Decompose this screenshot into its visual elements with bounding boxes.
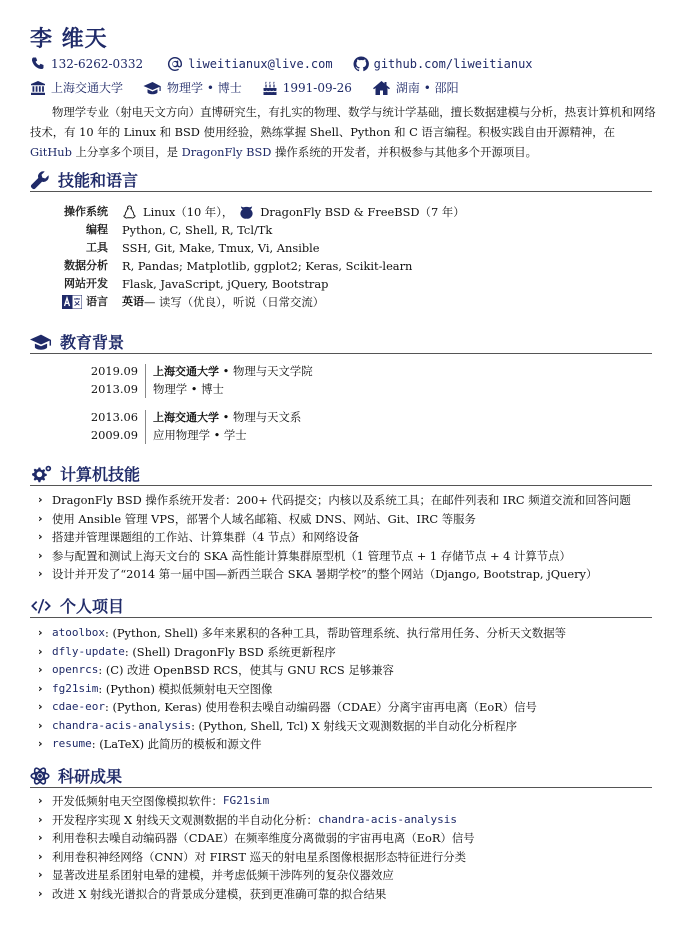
project-desc: : (Python, Shell) 多年来累积的各种工具，帮助管理系统、执行常用任务、分析天文数据等 xyxy=(104,626,567,640)
list-item-text: 使用 Ansible 管理 VPS，部署个人域名邮箱、权威 DNS、网站、Git、IRC 等服务 xyxy=(52,511,476,526)
research-text: 利用卷积去噪自动编码器（CDAE）在频率维度分离微弱的宇宙再电离（EoR）信号 xyxy=(52,831,475,845)
cogs-icon xyxy=(30,464,52,484)
resume-name: 李 维天 xyxy=(30,26,108,52)
chevron-right-icon: › xyxy=(38,530,43,543)
contact-github[interactable] xyxy=(353,56,533,72)
skill-value-programming: Python, C, Shell, R, Tcl/Tk xyxy=(122,223,273,237)
intro-text-2: 上分享多个项目，是 xyxy=(71,145,182,159)
chevron-right-icon: › xyxy=(38,849,43,863)
education-divider xyxy=(145,410,146,444)
section-skills-heading xyxy=(30,168,652,192)
skill-label-web: 网站开发 xyxy=(64,277,108,290)
contact-email[interactable] xyxy=(167,56,333,72)
research-item xyxy=(38,866,668,885)
section-projects-title: 个人项目 xyxy=(60,597,125,616)
list-item-text: DragonFly BSD 操作系统开发者：200+ 代码提交；内核以及系统工具；在邮件列表和 IRC 频道交流和回答问题 xyxy=(52,493,631,507)
chevron-right-icon: › xyxy=(38,644,43,658)
project-item xyxy=(38,717,668,736)
section-education-heading xyxy=(30,330,652,354)
skill-value-linux: Linux（10 年）， xyxy=(143,205,234,219)
github-icon xyxy=(353,56,369,72)
home-icon xyxy=(372,80,391,96)
project-item xyxy=(38,735,668,754)
education-dept: • 物理与天文系 xyxy=(219,410,302,424)
project-desc: : (C) 改进 OpenBSD RCS，使其与 GNU RCS 足够兼容 xyxy=(98,663,394,677)
contact-degree xyxy=(143,79,242,96)
project-item xyxy=(38,624,668,643)
education-degree: 物理学 • 博士 xyxy=(153,382,224,396)
research-item xyxy=(38,811,668,830)
contact-university xyxy=(30,79,123,96)
intro-paragraph xyxy=(30,102,656,162)
list-item-text: 参与配置和测试上海天文台的 SKA 高性能计算集群原型机（1 管理节点 + 1 存储节点 + 4 计算节点） xyxy=(52,548,571,563)
section-education-title: 教育背景 xyxy=(60,333,125,352)
list-item xyxy=(38,491,668,510)
university-text: 上海交通大学 xyxy=(51,81,124,95)
github-url[interactable]: github.com/liweitianux xyxy=(373,57,533,71)
skill-value-tools: SSH, Git, Make, Tmux, Vi, Ansible xyxy=(122,241,320,255)
education-school: 上海交通大学 xyxy=(153,365,219,378)
education-entry xyxy=(30,408,650,448)
skill-row-os xyxy=(30,203,650,221)
education-degree: 应用物理学 • 学士 xyxy=(153,428,247,442)
section-research-heading xyxy=(30,764,652,788)
chevron-right-icon: › xyxy=(38,548,43,562)
contact-hometown xyxy=(372,79,459,96)
research-item xyxy=(38,885,668,904)
email-address[interactable]: liweitianux@live.com xyxy=(188,57,333,71)
linux-icon xyxy=(122,205,137,220)
chevron-right-icon: › xyxy=(38,493,43,506)
chevron-right-icon: › xyxy=(38,663,43,676)
project-name-link[interactable]: fg21sim xyxy=(52,681,99,695)
chevron-right-icon: › xyxy=(38,718,43,732)
section-computer-heading xyxy=(30,462,652,486)
skill-value-data: R, Pandas; Matplotlib, ggplot2; Keras, Scikit-learn xyxy=(122,259,413,273)
hometown-text: 湖南 • 邵阳 xyxy=(395,81,459,95)
section-projects-heading xyxy=(30,594,652,618)
chevron-right-icon: › xyxy=(38,737,43,750)
list-item xyxy=(38,528,668,547)
chevron-right-icon: › xyxy=(38,794,43,807)
research-item xyxy=(38,792,668,811)
skill-label-language: 语言 xyxy=(86,295,108,308)
chevron-right-icon: › xyxy=(38,681,43,695)
degree-text: 物理学 • 博士 xyxy=(167,81,242,95)
contact-row-1 xyxy=(30,56,553,72)
phone-number: 132-6262-0332 xyxy=(51,57,144,71)
skill-row-programming xyxy=(30,221,650,239)
skill-row-web xyxy=(30,275,650,293)
education-date-end: 2013.06 xyxy=(90,410,138,424)
list-item xyxy=(38,510,668,529)
chevron-right-icon: › xyxy=(38,886,43,900)
list-item-text: 搭建并管理课题组的工作站、计算集群（4 节点）和网络设备 xyxy=(52,530,360,544)
education-dept: • 物理与天文学院 xyxy=(219,364,313,378)
intro-dragonfly-link[interactable]: DragonFly BSD xyxy=(181,145,272,159)
chevron-right-icon: › xyxy=(38,567,43,580)
contact-birthday xyxy=(262,80,352,96)
research-text: 利用卷积神经网络（CNN）对 FIRST 巡天的射电星系图像根据形态特征进行分类 xyxy=(52,849,466,864)
wrench-icon xyxy=(30,170,50,190)
phone-icon xyxy=(30,56,46,72)
contact-row-2 xyxy=(30,79,479,96)
list-item-text: 设计并开发了“2014 第一届中国—新西兰联合 SKA 暑期学校”的整个网站（Django, Bootstrap, jQuery） xyxy=(52,567,598,581)
project-desc: : (Shell) DragonFly BSD 系统更新程序 xyxy=(124,644,336,659)
research-item xyxy=(38,829,668,848)
skill-value-web: Flask, JavaScript, jQuery, Bootstrap xyxy=(122,277,329,291)
project-desc: : (LaTeX) 此简历的模板和源文件 xyxy=(91,737,262,751)
project-item xyxy=(38,680,668,699)
education-school-line xyxy=(153,408,301,427)
project-name-link[interactable]: openrcs xyxy=(52,663,99,676)
list-item xyxy=(38,565,668,584)
project-name-link[interactable]: resume xyxy=(52,737,92,750)
contact-phone xyxy=(30,56,143,72)
project-name-link[interactable]: atoolbox xyxy=(52,626,105,639)
project-desc: : (Python, Keras) 使用卷积去噪自动编码器（CDAE）分离宇宙再电离（EoR）信号 xyxy=(104,700,537,714)
computer-skills-list xyxy=(38,491,668,584)
skill-label-tools: 工具 xyxy=(86,241,108,254)
project-desc: : (Python) 模拟低频射电天空图像 xyxy=(98,681,273,696)
section-skills-title: 技能和语言 xyxy=(58,171,139,190)
intro-text-1: 物理学专业（射电天文方向）直博研究生，有扎实的物理、数学与统计学基础，擅长数据建模与分析，热衷计算机和网络技术，有 10 年的 Linux 和 BSD 使用经验，熟练掌握 Shell、Python 和 C 语言编程。积极实践自由开源精神，在 xyxy=(30,105,656,139)
intro-github-link[interactable]: GitHub xyxy=(30,145,72,159)
list-item xyxy=(38,547,668,566)
education-date-start: 2013.09 xyxy=(90,382,138,396)
code-icon xyxy=(30,596,52,616)
birthday-cake-icon xyxy=(262,80,278,96)
skill-value-bsd: DragonFly BSD & FreeBSD（7 年） xyxy=(260,205,465,219)
project-desc: : (Python, Shell, Tcl) X 射线天文观测数据的半自动化分析程序 xyxy=(191,718,518,733)
research-code-link[interactable]: chandra-acis-analysis xyxy=(317,812,458,826)
skill-language-value: — 读写（优良），听说（日常交流） xyxy=(144,295,325,309)
section-research-title: 科研成果 xyxy=(58,767,123,786)
graduation-cap-icon xyxy=(30,332,52,352)
project-name-link[interactable]: chandra-acis-analysis xyxy=(52,718,192,732)
bsd-daemon-icon xyxy=(239,205,254,220)
chevron-right-icon: › xyxy=(38,626,43,639)
skill-label-programming: 编程 xyxy=(86,223,108,236)
atom-icon xyxy=(30,766,50,786)
university-icon xyxy=(30,80,46,96)
skill-row-data xyxy=(30,257,650,275)
intro-text-3: 操作系统的开发者，并积极参与其他多个开源项目。 xyxy=(271,145,538,159)
project-name-link[interactable]: cdae-eor xyxy=(52,700,105,713)
skill-row-language xyxy=(30,293,650,311)
education-school: 上海交通大学 xyxy=(153,411,219,424)
research-item xyxy=(38,848,668,867)
chevron-right-icon: › xyxy=(38,868,43,881)
at-icon xyxy=(167,56,183,72)
graduation-cap-icon xyxy=(143,80,162,96)
education-school-line xyxy=(153,362,313,381)
research-list xyxy=(38,792,668,903)
education-date-end: 2019.09 xyxy=(90,364,138,378)
research-text: 显著改进星系团射电晕的建模，并考虑低频干涉阵列的复杂仪器效应 xyxy=(52,868,394,882)
education-entry xyxy=(30,362,650,402)
skill-label-os: 操作系统 xyxy=(64,205,108,218)
education-date-start: 2009.09 xyxy=(90,428,138,442)
chevron-right-icon: › xyxy=(38,511,43,525)
section-computer-title: 计算机技能 xyxy=(60,465,141,484)
chevron-right-icon: › xyxy=(38,812,43,826)
birthday-text: 1991-09-26 xyxy=(282,80,352,95)
project-name-link[interactable]: dfly-update xyxy=(52,644,125,658)
research-text: 开发程序实现 X 射线天文观测数据的半自动化分析： xyxy=(52,812,318,827)
chevron-right-icon: › xyxy=(38,831,43,844)
projects-list xyxy=(38,624,668,754)
project-item xyxy=(38,643,668,662)
research-text: 改进 X 射线光谱拟合的背景成分建模，获到更准确可靠的拟合结果 xyxy=(52,886,387,901)
chevron-right-icon: › xyxy=(38,700,43,713)
project-item xyxy=(38,698,668,717)
research-text: 开发低频射电天空图像模拟软件： xyxy=(52,794,223,808)
language-icon xyxy=(62,295,82,309)
research-code-link[interactable]: FG21sim xyxy=(222,794,270,807)
skill-label-data: 数据分析 xyxy=(64,259,108,272)
education-divider xyxy=(145,364,146,398)
skill-language-name: 英语 xyxy=(122,295,144,308)
project-item xyxy=(38,661,668,680)
skill-row-tools xyxy=(30,239,650,257)
